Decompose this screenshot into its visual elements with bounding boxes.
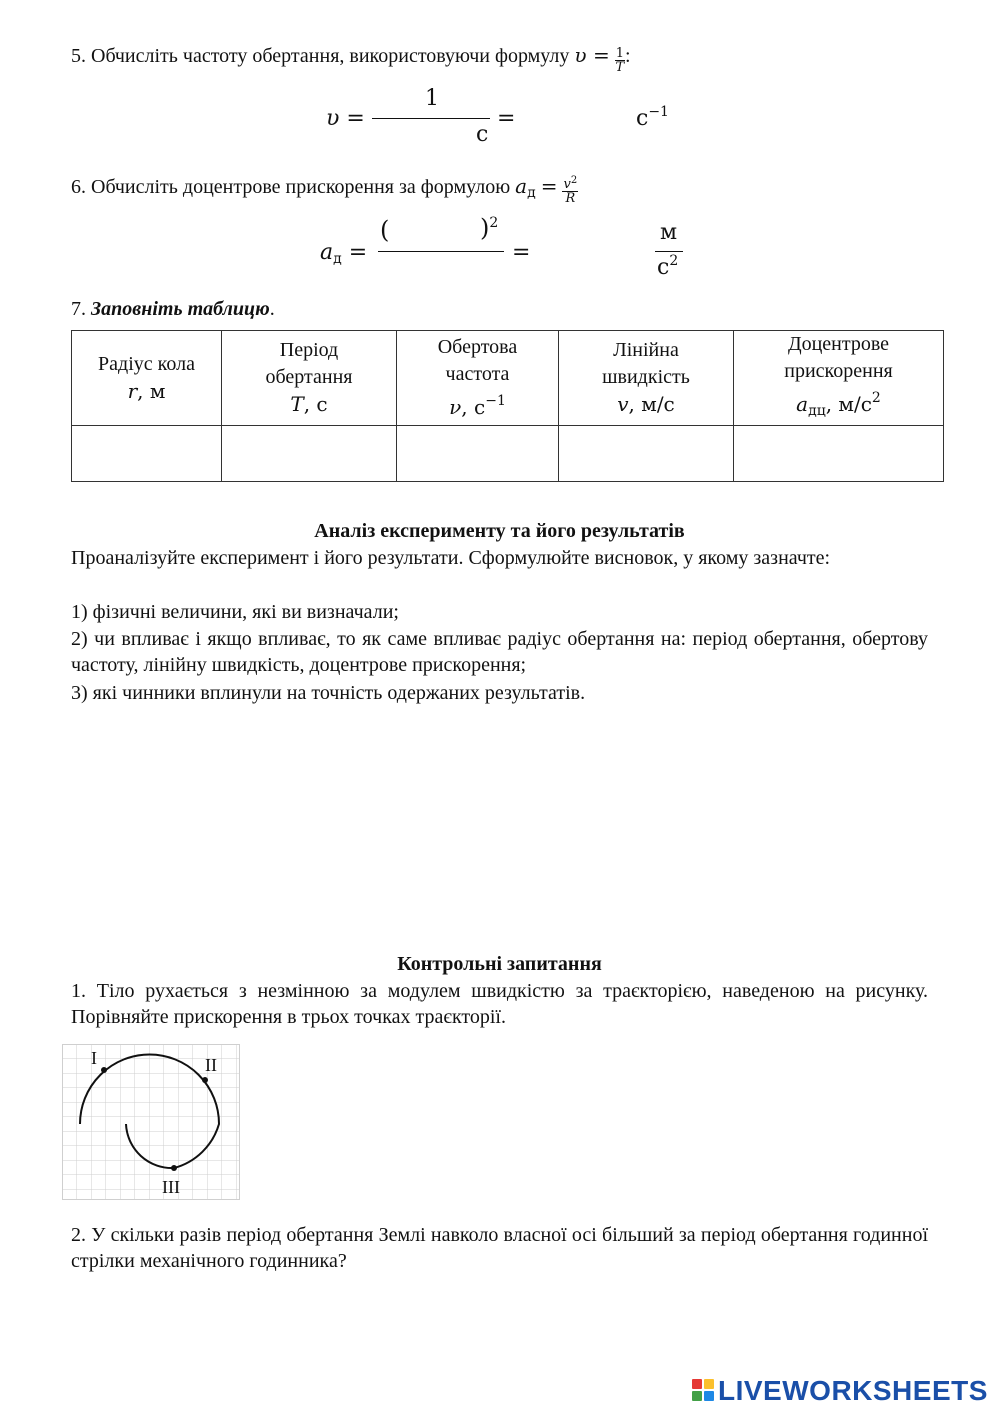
table-header-centripetal-acceleration: Доцентрове прискорення $a_{дц}$, $м/с^2$ bbox=[734, 331, 944, 426]
question-6 bbox=[71, 173, 578, 206]
q6-unit-num: м bbox=[660, 220, 678, 245]
point-3-label: III bbox=[162, 1177, 180, 1197]
q6-calc-fraction-bar bbox=[378, 251, 504, 252]
table-cell-centripetal-acceleration[interactable] bbox=[734, 426, 944, 482]
q5-text: Обчисліть частоту обертання, використовуючи формулу bbox=[91, 45, 570, 67]
analysis-title: Аналіз експерименту та його результатів bbox=[314, 520, 685, 542]
liveworksheets-logo[interactable] bbox=[692, 1376, 992, 1406]
q6-formula-a: a bbox=[515, 174, 528, 198]
q6-formula-den: R bbox=[565, 191, 576, 206]
results-table bbox=[71, 330, 944, 482]
q6-formula-a-sub: д bbox=[527, 185, 536, 201]
q5-calc-fraction-bar bbox=[372, 118, 490, 119]
q5-calc-den: с bbox=[476, 122, 489, 147]
question-5 bbox=[71, 42, 631, 74]
q6-calc-a-sub: д bbox=[333, 251, 342, 267]
q5-formula-den: T bbox=[615, 60, 625, 75]
table-row bbox=[72, 426, 944, 482]
table-header-period: Період обертання T, с bbox=[222, 331, 397, 426]
q6-calc-a: a bbox=[320, 240, 334, 265]
table-cell-linear-speed[interactable] bbox=[559, 426, 734, 482]
q6-calc-paren-open: ( bbox=[380, 216, 390, 244]
logo-text: LIVEWORKSHEETS bbox=[718, 1375, 988, 1406]
q6-number: 6. bbox=[71, 176, 86, 198]
logo-icon bbox=[692, 1379, 714, 1403]
question-7: 7. Заповніть таблицю. bbox=[71, 298, 275, 320]
point-2-label: II bbox=[205, 1055, 217, 1075]
q5-unit bbox=[636, 104, 669, 131]
q5-calc-lhs: υ = bbox=[326, 106, 365, 131]
q5-unit-base: с bbox=[636, 106, 649, 131]
q5-colon: : bbox=[624, 45, 631, 67]
q6-formula-eq: = bbox=[540, 174, 558, 198]
q6-unit-bar bbox=[655, 251, 683, 252]
q6-calc-eq-2: = bbox=[512, 240, 531, 265]
q5-calc-num: 1 bbox=[425, 86, 439, 111]
q7-text: Заповніть таблицю bbox=[91, 298, 270, 320]
q5-formula-lhs: υ = bbox=[574, 43, 610, 67]
q6-calc-lhs bbox=[320, 240, 367, 267]
point-1-label: I bbox=[91, 1048, 97, 1068]
point-1-marker bbox=[101, 1067, 107, 1073]
table-header-radius: Радіус кола r, м bbox=[72, 331, 222, 426]
q6-calc-paren-close: )$^2$ bbox=[480, 214, 499, 242]
table-cell-frequency[interactable] bbox=[397, 426, 559, 482]
table-cell-period[interactable] bbox=[222, 426, 397, 482]
control-question-2: 2. У скільки разів період обертання Землі навколо власної осі більший за період обертання годинної стрілки механічного годинника? bbox=[71, 1224, 928, 1272]
table-header-row bbox=[72, 331, 944, 426]
q7-number: 7. bbox=[71, 298, 86, 320]
q6-formula-num: $v^2$ bbox=[563, 175, 578, 192]
q5-formula-num: 1 bbox=[615, 46, 624, 61]
q5-unit-exp: −1 bbox=[648, 104, 669, 120]
trajectory-figure bbox=[62, 1044, 240, 1200]
point-3-marker bbox=[171, 1165, 177, 1171]
control-title: Контрольні запитання bbox=[397, 953, 602, 975]
table-header-linear-speed: Лінійна швидкість v, м/с bbox=[559, 331, 734, 426]
control-question-1: 1. Тіло рухається з незмінною за модулем швидкістю за траєкторією, наведеною на рисунку. Порівняйте прискорення в трьох точках траєкторії. bbox=[71, 980, 928, 1028]
table-cell-radius[interactable] bbox=[72, 426, 222, 482]
analysis-intro: Проаналізуйте експеримент і його результати. Сформулюйте висновок, у якому зазначте: bbox=[71, 547, 831, 569]
analysis-item-2: 2) чи впливає і якщо впливає, то як саме впливає радіус обертання на: період обертання, обертову частоту, лінійну швидкість, доцентрове прискорення; bbox=[71, 628, 928, 676]
q5-number: 5. bbox=[71, 45, 86, 67]
point-2-marker bbox=[202, 1077, 208, 1083]
analysis-item-1: 1) фізичні величини, які ви визначали; bbox=[71, 601, 399, 623]
q6-unit-den: $с^2$ bbox=[657, 253, 679, 280]
table-header-frequency: Обертова частота ν, $с^{-1}$ bbox=[397, 331, 559, 426]
q6-text: Обчисліть доцентрове прискорення за формулою bbox=[91, 176, 511, 198]
q6-formula-fraction bbox=[562, 174, 578, 205]
analysis-item-3: 3) які чинники вплинули на точність одержаних результатів. bbox=[71, 682, 586, 704]
q6-calc-eq-1: = bbox=[348, 240, 368, 265]
q5-calc-eq: = bbox=[497, 106, 516, 131]
q5-formula-fraction bbox=[615, 47, 625, 74]
